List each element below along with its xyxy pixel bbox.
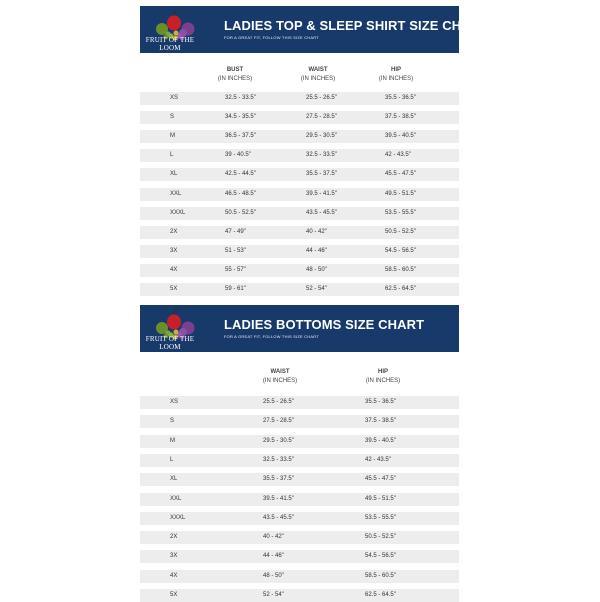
hip-cell: 58.5 - 60.5": [385, 266, 416, 273]
column-header-bust: BUST (IN INCHES): [217, 67, 253, 82]
waist-cell: 39.5 - 41.5": [306, 190, 337, 197]
column-header-hip: HIP (IN INCHES): [365, 369, 401, 384]
size-cell: L: [170, 152, 174, 159]
hip-cell: 39.5 - 40.5": [365, 437, 396, 444]
bust-cell: 39 - 40.5": [225, 152, 251, 159]
waist-cell: 52 - 54": [263, 592, 284, 598]
waist-cell: 48 - 50": [306, 266, 327, 273]
bust-cell: 47 - 49": [225, 228, 246, 235]
top-chart-banner: [140, 6, 489, 53]
hip-cell: 35.5 - 36.5": [365, 399, 396, 405]
table-row: [140, 570, 459, 583]
top-size-chart: [140, 6, 489, 296]
waist-cell: 39.5 - 41.5": [263, 495, 294, 502]
table-row: [140, 396, 459, 409]
hip-cell: 42 - 43.5": [385, 152, 411, 159]
table-row: [140, 493, 459, 506]
size-cell: XXXL: [170, 514, 186, 521]
table-row: [140, 415, 459, 428]
bust-cell: 59 - 61": [225, 286, 246, 292]
bust-cell: 34.5 - 35.5": [225, 114, 256, 121]
waist-cell: 40 - 42": [306, 228, 327, 235]
hip-cell: 45.5 - 47.5": [385, 171, 416, 178]
size-cell: XS: [170, 95, 179, 101]
chart-title: LADIES BOTTOMS SIZE CHART: [224, 317, 425, 332]
hip-cell: 62.5 - 64.5": [385, 286, 416, 292]
hip-cell: 37.5 - 38.5": [385, 114, 416, 121]
size-cell: 2X: [170, 228, 178, 235]
chart-title: LADIES TOP & SLEEP SHIRT SIZE CHART: [224, 18, 489, 33]
size-cell: M: [170, 133, 175, 140]
waist-cell: 44 - 46": [263, 553, 284, 560]
hip-cell: 39.5 - 40.5": [385, 133, 416, 140]
waist-cell: 40 - 42": [263, 534, 284, 541]
table-row: [140, 130, 459, 143]
bust-cell: 42.5 - 44.5": [225, 171, 256, 178]
waist-cell: 32.5 - 33.5": [263, 456, 294, 463]
table-row: [140, 589, 459, 602]
waist-cell: 29.5 - 30.5": [306, 133, 337, 140]
size-cell: S: [170, 114, 175, 121]
hip-cell: 62.5 - 64.5": [365, 592, 396, 598]
waist-cell: 43.5 - 45.5": [306, 209, 337, 216]
waist-cell: 35.5 - 37.5": [263, 476, 294, 483]
size-cell: 4X: [170, 572, 178, 579]
waist-cell: 27.5 - 28.5": [306, 114, 337, 121]
size-cell: XXL: [170, 190, 182, 197]
size-cell: L: [170, 456, 174, 463]
bust-cell: 46.5 - 48.5": [225, 190, 256, 197]
size-cell: 3X: [170, 247, 178, 254]
size-cell: XL: [170, 476, 178, 483]
hip-cell: 53.5 - 55.5": [365, 514, 396, 521]
size-cell: XL: [170, 171, 178, 178]
table-row: [140, 454, 459, 467]
hip-cell: 49.5 - 51.5": [385, 190, 416, 197]
hip-cell: 50.5 - 52.5": [365, 534, 396, 541]
waist-cell: 27.5 - 28.5": [263, 418, 294, 425]
table-row: [140, 207, 459, 220]
table-row: [140, 226, 459, 239]
hip-cell: 58.5 - 60.5": [365, 572, 396, 579]
size-cell: S: [170, 418, 175, 425]
bust-cell: 55 - 57": [225, 266, 246, 273]
bust-cell: 51 - 53": [225, 247, 246, 254]
waist-cell: 32.5 - 33.5": [306, 152, 337, 159]
size-cell: 3X: [170, 553, 178, 560]
table-row: [140, 168, 459, 181]
hip-cell: 42 - 43.5": [365, 456, 391, 463]
hip-cell: 37.5 - 38.5": [365, 418, 396, 425]
bust-cell: 36.5 - 37.5": [225, 133, 256, 140]
bottom-chart-banner: [140, 305, 459, 352]
size-cell: 5X: [170, 592, 178, 598]
chart-subtitle: FOR A GREAT FIT, FOLLOW THIS SIZE CHART: [224, 334, 319, 339]
table-row: [140, 435, 459, 448]
waist-cell: 29.5 - 30.5": [263, 437, 294, 444]
hip-cell: 53.5 - 55.5": [385, 209, 416, 216]
bottom-size-chart: [140, 305, 459, 600]
hip-cell: 54.5 - 56.5": [385, 247, 416, 254]
chart-subtitle: FOR A GREAT FIT, FOLLOW THIS SIZE CHART: [224, 35, 319, 40]
table-row: [140, 92, 459, 105]
column-header-waist: WAIST (IN INCHES): [300, 67, 336, 82]
hip-cell: 35.5 - 36.5": [385, 95, 416, 101]
table-row: [140, 512, 459, 525]
table-row: [140, 473, 459, 486]
size-cell: M: [170, 437, 175, 444]
waist-cell: 25.5 - 26.5": [306, 95, 337, 101]
column-header-waist: WAIST (IN INCHES): [262, 369, 298, 384]
table-row: [140, 550, 459, 563]
table-row: [140, 111, 459, 124]
size-cell: 5X: [170, 286, 178, 292]
size-cell: XXXL: [170, 209, 186, 216]
table-row: [140, 264, 459, 277]
brand-wordmark: FRUIT OF THE LOOM: [145, 36, 195, 52]
waist-cell: 25.5 - 26.5": [263, 399, 294, 405]
waist-cell: 35.5 - 37.5": [306, 171, 337, 178]
waist-cell: 43.5 - 45.5": [263, 514, 294, 521]
bust-cell: 50.5 - 52.5": [225, 209, 256, 216]
size-cell: 2X: [170, 534, 178, 541]
column-header-hip: HIP (IN INCHES): [378, 67, 414, 82]
table-row: [140, 188, 459, 201]
hip-cell: 45.5 - 47.5": [365, 476, 396, 483]
hip-cell: 54.5 - 56.5": [365, 553, 396, 560]
waist-cell: 44 - 46": [306, 247, 327, 254]
table-row: [140, 283, 459, 296]
hip-cell: 50.5 - 52.5": [385, 228, 416, 235]
bust-cell: 32.5 - 33.5": [225, 95, 256, 101]
waist-cell: 48 - 50": [263, 572, 284, 579]
size-cell: 4X: [170, 266, 178, 273]
hip-cell: 49.5 - 51.5": [365, 495, 396, 502]
brand-wordmark: FRUIT OF THE LOOM: [145, 335, 195, 351]
table-row: [140, 531, 459, 544]
waist-cell: 52 - 54": [306, 286, 327, 292]
size-cell: XS: [170, 399, 179, 405]
table-row: [140, 149, 459, 162]
table-row: [140, 245, 459, 258]
size-cell: XXL: [170, 495, 182, 502]
